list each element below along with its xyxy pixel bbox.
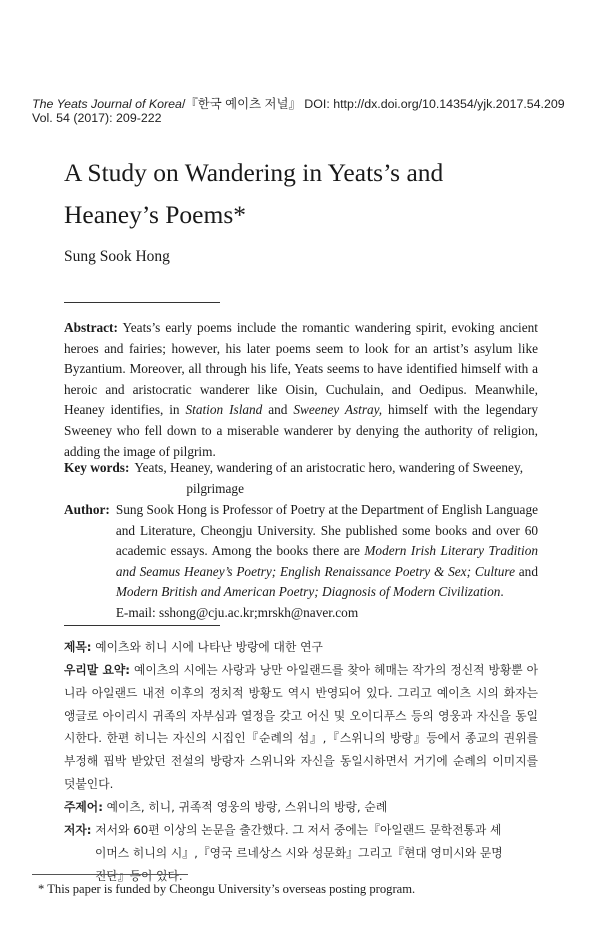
paper-title-line-1: A Study on Wandering in Yeats’s and <box>64 158 444 187</box>
korean-author <box>64 819 544 887</box>
key-words-label: Key words: <box>64 460 130 475</box>
korean-author-line-3: 진단』등이 있다. <box>95 868 183 883</box>
abstract <box>64 318 538 462</box>
korean-author-label: 저자: <box>64 823 92 837</box>
divider <box>64 625 220 626</box>
abstract-label: Abstract: <box>64 320 118 335</box>
divider <box>64 302 220 303</box>
footnote: * This paper is funded by Cheongu University’s overseas posting program. <box>38 882 416 896</box>
author-bio-text-2: and <box>514 563 538 579</box>
author-bio-books-2: Modern British and American Poetry; Diagnosis of Modern Civilization <box>115 584 501 600</box>
abstract-text-3: himself with the legendary Sweeney who fell down to a miserable wanderer by denying the authority of religion, adding the image of pilgrim. <box>64 402 538 459</box>
korean-abstract-label: 우리말 요약: <box>64 663 130 677</box>
abstract-text-1: Yeats’s early poems include the romantic wandering spirit, evoking ancient heroes and fairies; however, his later poems seem to look for an artist’s asylum like Byzantium. Moreover, all through his life, Yeats seems to have identified himself with a heroic and aristocratic wanderer like Oisin, Cuchulain, and Oedipus. Meanwhile, Heaney identifies, in <box>64 320 538 418</box>
author-bio <box>64 500 538 624</box>
korean-abstract-text: 예이츠의 시에는 사랑과 낭만 아일랜드를 찾아 헤매는 작가의 정신적 방황뿐 아니라 아일랜드 내전 이후의 정치적 방황도 역시 반영되어 있다. 그리고 예이츠 시의 화자는 앵글로 아이리시 귀족의 자부심과 열정을 갖고 어신 및 오이디푸스 등의 영웅과 자신을 동일시한다. 한편 히니는 자신의 시집인『순례의 섬』,『스위니의 방랑』등에서 종교의 권위를 부정해 핍박 받았던 전설의 방랑자 스위니와 자신을 동일시하면서 거기에 순례의 이미지를 덧붙인다. <box>64 663 538 791</box>
korean-title-label: 제목: <box>64 640 92 654</box>
korean-keywords-text: 예이츠, 히니, 귀족적 영웅의 방랑, 스위니의 방랑, 순례 <box>102 800 388 814</box>
abstract-book-title-2: Sweeney Astray, <box>293 402 383 418</box>
journal-citation <box>32 94 565 112</box>
korean-abstract <box>64 659 538 796</box>
paper-title-line-2: Heaney’s Poems* <box>64 200 247 229</box>
volume-info: Vol. 54 (2017): 209-222 <box>32 111 162 125</box>
journal-name-korean: /『한국 예이츠 저널』 <box>181 97 301 111</box>
doi-link[interactable]: DOI: http://dx.doi.org/10.14354/yjk.2017.54.209 <box>304 97 565 111</box>
key-words <box>64 458 538 499</box>
korean-title-text: 예이츠와 히니 시에 나타난 방랑에 대한 연구 <box>91 640 323 654</box>
author-bio-text-1: Sung Sook Hong is Professor of Poetry at the Department of English Language and Literature, Cheongju University. She published some books and over 60 academic essays. Among the books there are <box>115 502 538 559</box>
author-bio-label: Author: <box>64 502 110 517</box>
korean-title <box>64 636 538 659</box>
korean-author-line-1: 저서와 60편 이상의 논문을 출간했다. 그 저서 중에는『아일랜드 문학전통과 셰 <box>91 823 502 837</box>
abstract-book-title-1: Station Island <box>185 402 263 418</box>
author-name: Sung Sook Hong <box>64 248 170 265</box>
journal-name: The Yeats Journal of Korea <box>32 97 182 111</box>
korean-author-line-2: 이머스 히니의 시』,『영국 르네상스 시와 성문화』그리고『현대 영미시와 문명 <box>95 845 503 860</box>
korean-keywords <box>64 796 538 819</box>
author-bio-text-3: . <box>500 584 504 600</box>
key-words-line-2: pilgrimage <box>186 480 244 496</box>
paper-title <box>64 152 564 236</box>
korean-keywords-label: 주제어: <box>64 800 103 814</box>
footnote-divider <box>32 874 188 875</box>
abstract-text-2: and <box>262 402 294 418</box>
author-bio-books-1: Modern Irish Literary Tradition and Seamus Heaney’s Poetry; English Renaissance Poetry & Sex; Culture <box>115 543 538 579</box>
author-email: E-mail: sshong@cju.ac.kr;mrskh@naver.com <box>115 604 359 620</box>
key-words-line-1: Yeats, Heaney, wandering of an aristocratic hero, wandering of Sweeney, <box>134 460 524 475</box>
